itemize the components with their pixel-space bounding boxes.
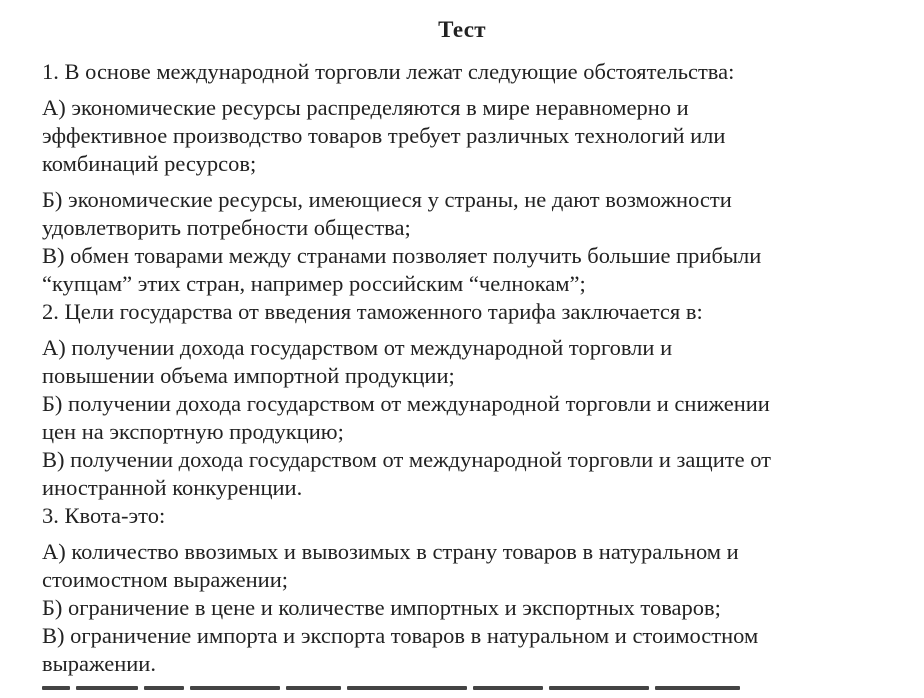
document-title: Тест (438, 17, 486, 42)
question-2-option-b-line-1: Б) получении дохода государством от международной торговли и снижении (42, 391, 770, 416)
question-1-option-b-line-2: удовлетворить потребности общества; (42, 215, 411, 240)
question-2-option-a-line-1: А) получении дохода государством от международной торговли и (42, 335, 673, 360)
question-1-option-b-line-1: Б) экономические ресурсы, имеющиеся у страны, не дают возможности (42, 187, 732, 212)
cut-fragment (549, 686, 649, 690)
question-2-option-b-line-2: цен на экспортную продукцию; (42, 419, 344, 444)
question-3-option-c-line-2: выражении. (42, 651, 156, 676)
cut-fragment (76, 686, 138, 690)
question-1-option-a-line-3: комбинаций ресурсов; (42, 151, 257, 176)
cut-fragment (144, 686, 184, 690)
cut-fragment (42, 686, 70, 690)
question-3-option-a-line-1: А) количество ввозимых и вывозимых в страну товаров в натуральном и (42, 539, 739, 564)
cut-fragment (655, 686, 740, 690)
cut-fragment (473, 686, 543, 690)
question-2-option-c-line-2: иностранной конкуренции. (42, 475, 303, 500)
cut-fragment (347, 686, 467, 690)
question-3: 3. Квота-это: (42, 503, 166, 528)
cut-fragment (190, 686, 280, 690)
spacer (42, 178, 892, 186)
spacer (42, 326, 892, 334)
question-3-option-c-line-1: В) ограничение импорта и экспорта товаров в натуральном и стоимостном (42, 623, 759, 648)
spacer (42, 86, 892, 94)
question-1-option-c-line-1: В) обмен товарами между странами позволяет получить большие прибыли (42, 243, 762, 268)
question-1-option-a-line-2: эффективное производство товаров требует различных технологий или (42, 123, 726, 148)
question-1-option-c-line-2: “купцам” этих стран, например российским “челнокам”; (42, 271, 586, 296)
question-1-option-a-line-1: А) экономические ресурсы распределяются в мире неравномерно и (42, 95, 689, 120)
question-2-option-c-line-1: В) получении дохода государством от международной торговли и защите от (42, 447, 771, 472)
question-2: 2. Цели государства от введения таможенного тарифа заключается в: (42, 299, 703, 324)
question-3-option-b-line-1: Б) ограничение в цене и количестве импортных и экспортных товаров; (42, 595, 721, 620)
spacer (42, 530, 892, 538)
cut-off-text-line (42, 678, 902, 698)
document-body (42, 58, 892, 678)
question-2-option-a-line-2: повышении объема импортной продукции; (42, 363, 455, 388)
question-1: 1. В основе международной торговли лежат следующие обстоятельства: (42, 59, 735, 84)
question-3-option-a-line-2: стоимостном выражении; (42, 567, 288, 592)
cut-fragment (286, 686, 341, 690)
